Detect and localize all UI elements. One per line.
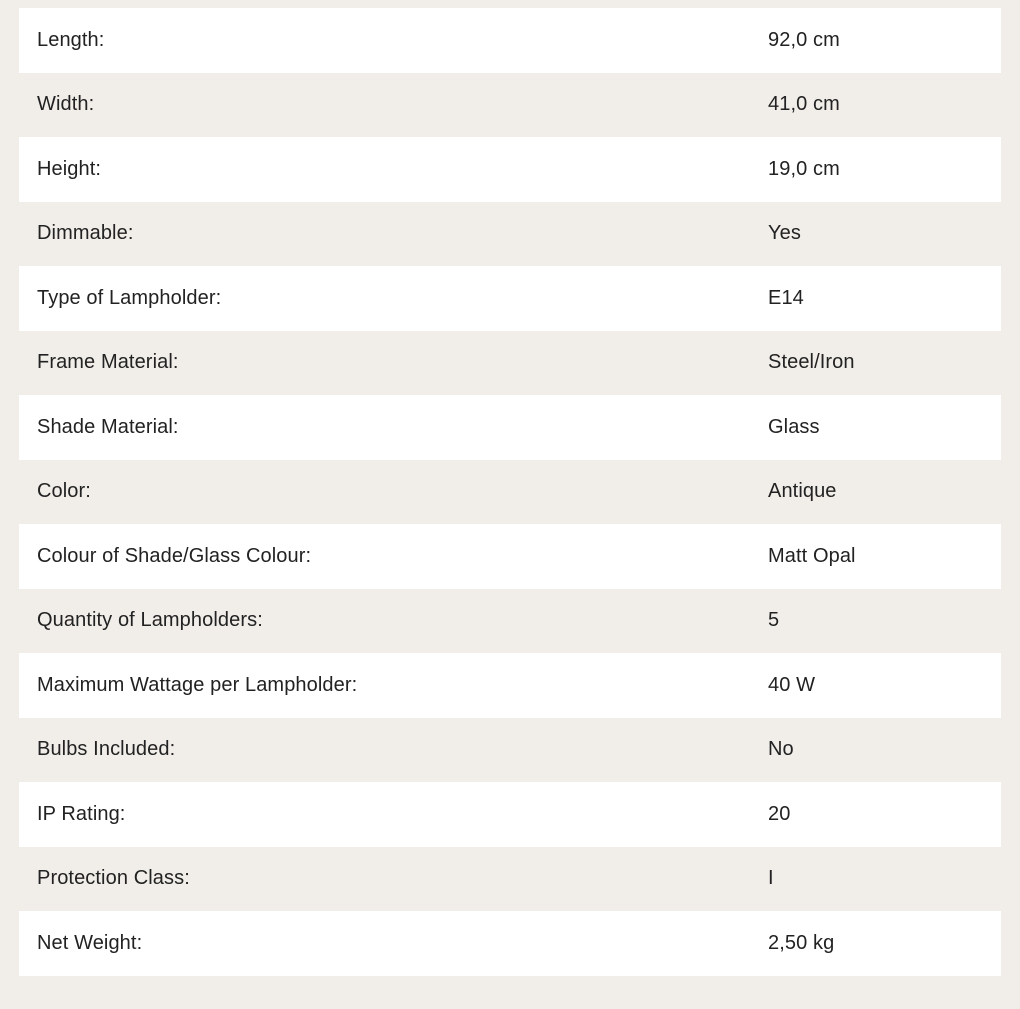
spec-label: Color: — [37, 480, 91, 503]
spec-value: Matt Opal — [768, 544, 856, 567]
spec-label: Colour of Shade/Glass Colour: — [37, 544, 312, 567]
spec-label: Maximum Wattage per Lampholder: — [37, 673, 358, 696]
spec-value: 5 — [768, 609, 780, 632]
spec-value: E14 — [768, 286, 804, 309]
spec-label: Quantity of Lampholders: — [37, 609, 263, 632]
spec-row-lampholder-type — [19, 266, 1001, 331]
spec-label: Frame Material: — [37, 351, 179, 374]
spec-row-ip-rating — [19, 782, 1001, 847]
spec-row-max-wattage — [19, 653, 1001, 718]
spec-value: 40 W — [768, 673, 816, 696]
spec-table — [19, 8, 1001, 976]
spec-value: No — [768, 738, 794, 761]
spec-label: Type of Lampholder: — [37, 286, 222, 309]
spec-label: Bulbs Included: — [37, 738, 176, 761]
spec-label: Net Weight: — [37, 931, 143, 954]
spec-value: I — [768, 867, 774, 890]
spec-label: Protection Class: — [37, 867, 190, 890]
spec-row-height — [19, 137, 1001, 202]
spec-label: IP Rating: — [37, 802, 126, 825]
spec-row-lampholder-quantity — [19, 589, 1001, 654]
spec-value: 41,0 cm — [768, 93, 840, 116]
spec-label: Height: — [37, 157, 102, 180]
spec-label: Length: — [37, 28, 105, 51]
spec-label: Width: — [37, 93, 95, 116]
spec-value: 2,50 kg — [768, 931, 835, 954]
spec-row-shade-material — [19, 395, 1001, 460]
spec-row-net-weight — [19, 911, 1001, 976]
spec-row-shade-colour — [19, 524, 1001, 589]
spec-value: 19,0 cm — [768, 157, 840, 180]
spec-row-frame-material — [19, 331, 1001, 396]
spec-label: Dimmable: — [37, 222, 134, 245]
spec-row-dimmable — [19, 202, 1001, 267]
spec-label: Shade Material: — [37, 415, 179, 438]
spec-value: Steel/Iron — [768, 351, 855, 374]
spec-value: Antique — [768, 480, 837, 503]
spec-row-width — [19, 73, 1001, 138]
spec-value: 20 — [768, 802, 791, 825]
spec-row-color — [19, 460, 1001, 525]
spec-value: Yes — [768, 222, 801, 245]
spec-row-bulbs-included — [19, 718, 1001, 783]
spec-value: Glass — [768, 415, 820, 438]
spec-value: 92,0 cm — [768, 28, 840, 51]
spec-row-length — [19, 8, 1001, 73]
spec-row-protection-class — [19, 847, 1001, 912]
